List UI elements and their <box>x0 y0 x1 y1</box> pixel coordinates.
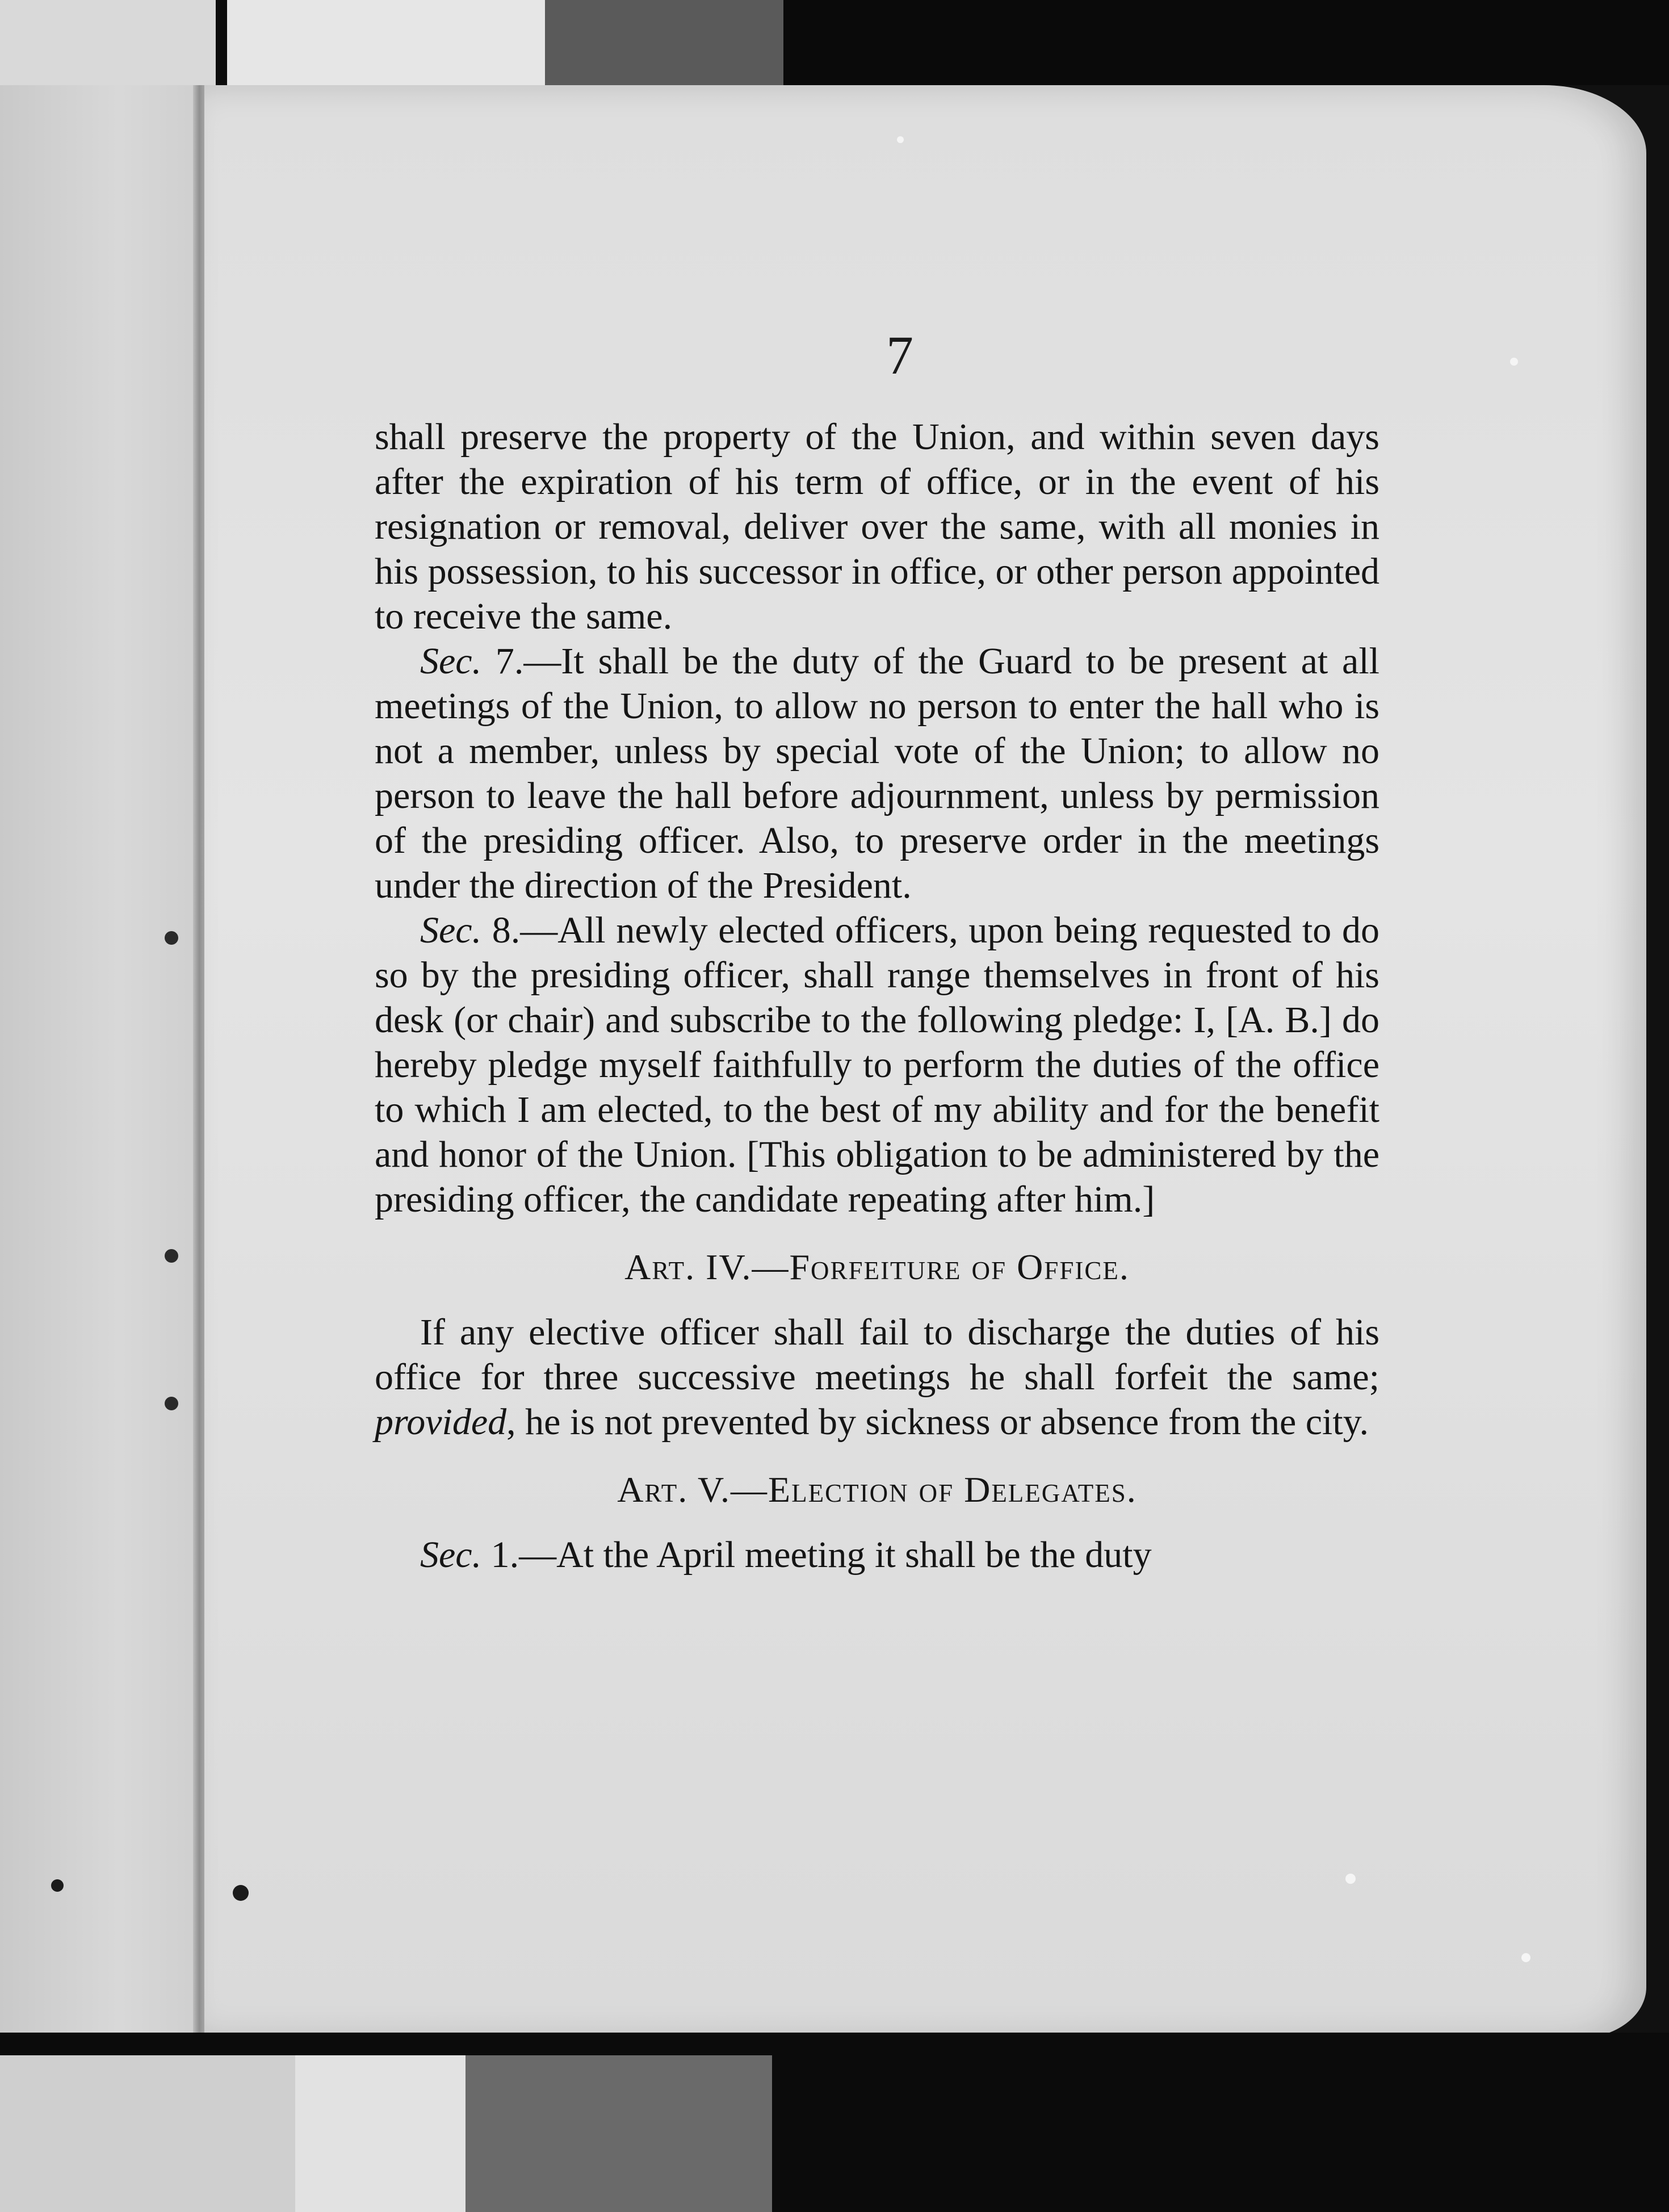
frame-panel <box>783 0 1669 85</box>
stitch-mark <box>165 931 178 945</box>
article-heading-iv: Art. IV.—Forfeiture of Office. <box>624 1247 1130 1287</box>
stitch-mark <box>165 1397 178 1410</box>
film-dust <box>1521 1953 1530 1962</box>
frame-panel <box>545 0 783 85</box>
paragraph-text: If any elective officer shall fail to discharge the duties of his office for three successive meetings he shall forfeit the same; <box>375 1312 1379 1398</box>
film-dust <box>1510 358 1518 366</box>
frame-panel <box>227 0 545 85</box>
page-body <box>375 414 1379 1577</box>
paragraph-text: 1.—At the April meeting it shall be the duty <box>481 1534 1152 1576</box>
frame-panel <box>0 0 216 85</box>
stitch-mark <box>165 1249 178 1263</box>
paragraph-text: 8.—All newly elected officers, upon being requested to do so by the presiding officer, shall range themselves in front of his desk (or chair) and subscribe to the following pledge: I, [A. B.] do hereby pledge myself faithfully to perform the duties of the office to which I am elected, to the best of my ability and for the benefit and honor of the Union. [This obligation to be administered by the presiding officer, the candidate repeating after him.] <box>375 910 1379 1220</box>
film-dust <box>897 136 904 143</box>
frame-panel <box>0 2055 295 2212</box>
frame-panel <box>295 2055 466 2212</box>
paragraph-sec-7 <box>375 639 1379 908</box>
paragraph-text: , he is not prevented by sickness or absence from the city. <box>506 1401 1369 1443</box>
paragraph-sec-8 <box>375 908 1379 1222</box>
paragraph-continuation <box>375 414 1379 639</box>
paragraph-text: shall preserve the property of the Union, and within seven days after the expiration of his term of office, or in the event of his resignation or removal, deliver over the same, with all monies in his possession, to his successor in office, or other person appointed to receive the same. <box>375 416 1379 637</box>
paragraph-art-4 <box>375 1310 1379 1444</box>
section-label: Sec. <box>420 1534 482 1576</box>
paragraph-text: 7.—It shall be the duty of the Guard to be present at all meetings of the Union, to allow no person to enter the hall who is not a member, unless by special vote of the Union; to allow no person to leave the hall before adjournment, unless by permission of the presiding officer. Also, to preserve order in the meetings under the direction of the President. <box>375 640 1379 906</box>
section-label: Sec. <box>420 640 482 682</box>
article-heading-v: Art. V.—Election of Delegates. <box>617 1469 1137 1510</box>
film-dust <box>1345 1874 1356 1884</box>
emphasis-text: provided <box>375 1401 507 1443</box>
document-page <box>204 85 1646 2038</box>
film-frame-top <box>0 0 1669 85</box>
film-speck <box>51 1879 64 1892</box>
section-label: Sec. <box>420 910 482 951</box>
frame-panel <box>466 2055 772 2212</box>
facing-page-edge <box>0 85 199 2033</box>
film-frame-bottom <box>0 2033 1669 2212</box>
page-number: 7 <box>886 325 913 386</box>
film-speck <box>233 1885 249 1901</box>
paragraph-art-5-sec-1 <box>375 1532 1379 1577</box>
